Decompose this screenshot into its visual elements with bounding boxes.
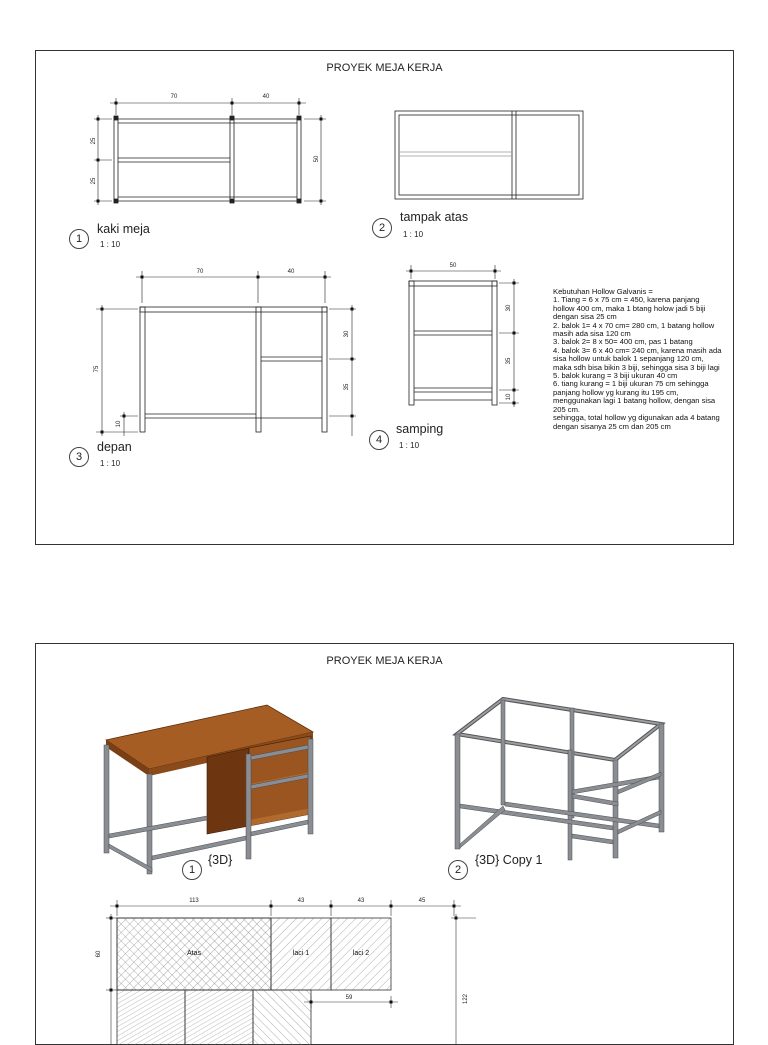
dim-label: 10 xyxy=(116,420,122,428)
drawing-sheet-1 xyxy=(35,50,734,545)
view-title: {3D} xyxy=(208,853,233,867)
dim-label: 40 xyxy=(262,94,270,100)
view-scale: 1 : 10 xyxy=(403,230,424,239)
dim-label: 10 xyxy=(506,393,512,401)
dim-label: 43 xyxy=(357,898,365,904)
view-scale: 1 : 10 xyxy=(399,441,420,450)
depan-drawing xyxy=(96,271,356,436)
dim-label: 50 xyxy=(449,263,457,269)
dim-label: 113 xyxy=(189,898,199,904)
dim-label: 59 xyxy=(345,995,353,1001)
dim-label: 70 xyxy=(196,269,204,275)
dim-label: 122 xyxy=(463,993,469,1005)
view-title: tampak atas xyxy=(400,210,469,224)
dim-label: 25 xyxy=(91,137,97,145)
dim-label: 75 xyxy=(94,365,100,373)
render-views xyxy=(36,644,733,1044)
view-title: {3D} Copy 1 xyxy=(475,853,543,867)
view-scale: 1 : 10 xyxy=(100,240,121,249)
frame-3d-render xyxy=(455,699,664,860)
dim-label: 35 xyxy=(344,383,350,391)
samping-drawing xyxy=(406,265,519,407)
view-number-badge: 1 xyxy=(182,860,202,880)
desk-3d-render xyxy=(104,705,313,874)
dim-label: 35 xyxy=(506,357,512,365)
view-number-badge: 1 xyxy=(69,229,89,249)
dim-label: 40 xyxy=(287,269,295,275)
cut-plan xyxy=(106,900,476,1045)
view-scale: 1 : 10 xyxy=(100,459,121,468)
view-number-badge: 2 xyxy=(448,860,468,880)
view-number-badge: 3 xyxy=(69,447,89,467)
drawing-sheet-2 xyxy=(35,643,734,1045)
cut-label-laci-1: laci 1 xyxy=(292,950,310,957)
sheet-title: PROYEK MEJA KERJA xyxy=(326,655,443,667)
dim-label: 60 xyxy=(96,950,102,958)
hollow-requirements-notes: Kebutuhan Hollow Galvanis = 1. Tiang = 6 x 75 cm = 450, karena panjang hollow 400 cm, maka 1 btang holow jadi 5 biji dengan sisa 25 cm 2. balok 1= 4 x 70 cm= 280 cm, 1 batang hollow masih ada sisa 120 cm 3. balok 2= 8 x 50= 400 cm, pas 1 batang 4. balok 3= 6 x 40 cm= 240 cm, karena masih ada sisa hollow untuk balok 1 sepanjang 120 cm, maka sdh bisa bikin 3 biji, sehingga sisa 3 biji lagi 5. balok kurang = 3 biji ukuran 40 cm 6. tiang kurang = 1 biji ukuran 75 cm sehingga panjang hollow yg kurang itu 195 cm, menggunakan lagi 1 batang hollow, dengan sisa 205 cm. sehingga, total hollow yg digunakan ada 4 batang dengan sisanya 25 cm dan 205 cm xyxy=(553,287,722,431)
view-title: samping xyxy=(396,422,444,436)
dim-label: 30 xyxy=(344,330,350,338)
kaki-meja-drawing xyxy=(94,98,326,205)
dim-label: 45 xyxy=(418,898,426,904)
dim-label: 70 xyxy=(170,94,178,100)
cut-label-laci-2: laci 2 xyxy=(352,950,370,957)
cut-label-atas: Atas xyxy=(186,950,202,957)
view-title: kaki meja xyxy=(97,222,150,236)
tampak-atas-drawing xyxy=(395,111,583,199)
dim-label: 30 xyxy=(506,304,512,312)
dim-label: 50 xyxy=(314,155,320,163)
dim-label: 25 xyxy=(91,177,97,185)
view-number-badge: 4 xyxy=(369,430,389,450)
view-number-badge: 2 xyxy=(372,218,392,238)
sheet-title: PROYEK MEJA KERJA xyxy=(326,62,443,74)
dim-label: 43 xyxy=(297,898,305,904)
view-title: depan xyxy=(97,440,132,454)
